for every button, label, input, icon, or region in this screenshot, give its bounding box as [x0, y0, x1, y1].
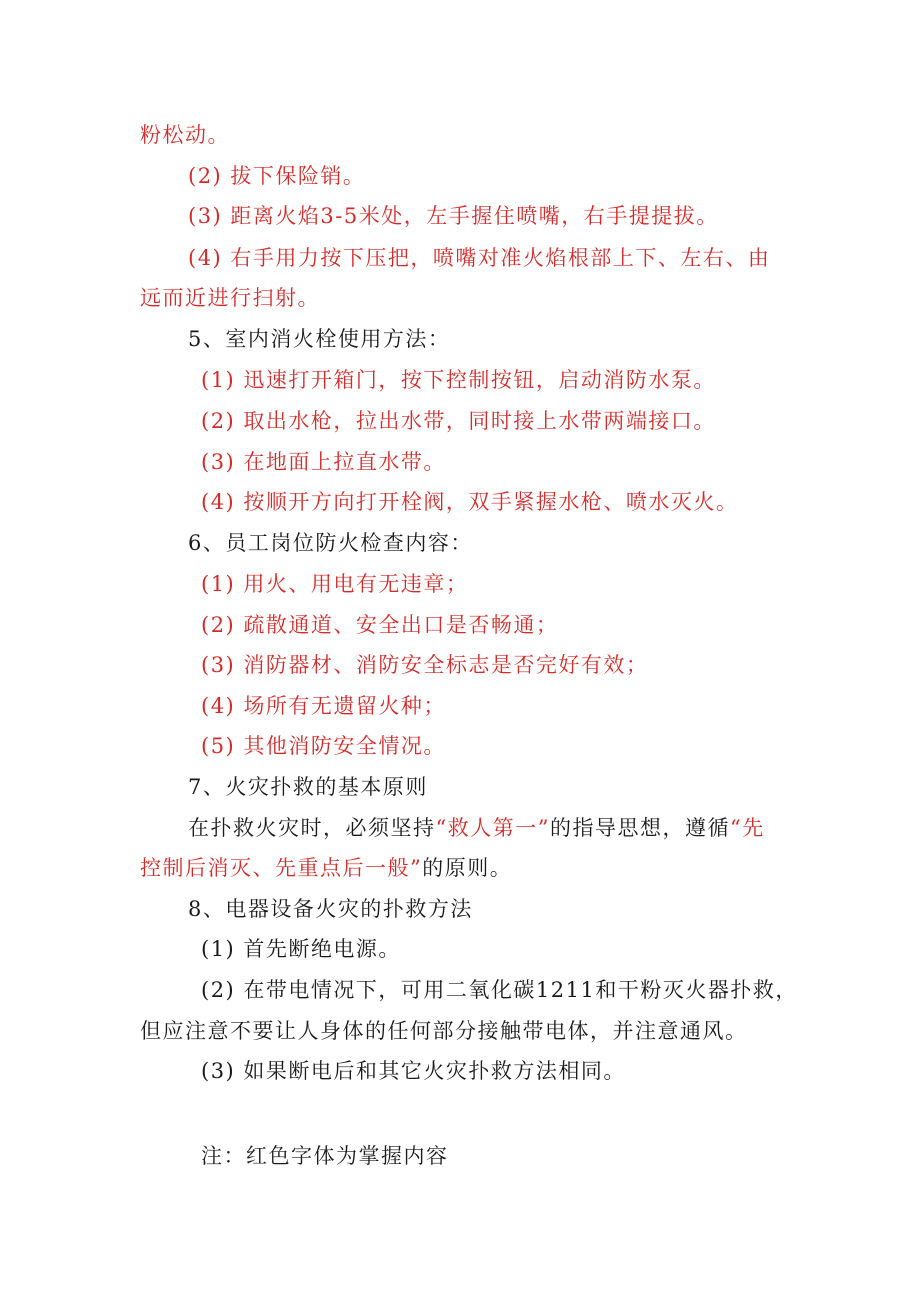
- text-line: (2) 拔下保险销。: [188, 164, 366, 188]
- text-line: (4) 右手用力按下压把，喷嘴对准火焰根部上下、左右、由: [188, 246, 771, 270]
- text-line: (4) 按顺开方向打开栓阀，双手紧握水枪、喷水灭火。: [201, 490, 739, 514]
- text-line: (5) 其他消防安全情况。: [201, 734, 446, 758]
- section-heading: 6、员工岗位防火检查内容：: [188, 531, 473, 555]
- text-line: (2) 取出水枪，拉出水带，同时接上水带两端接口。: [201, 409, 716, 433]
- text-line: 远而近进行扫射。: [140, 286, 320, 310]
- text-line: (1) 迅速打开箱门，按下控制按钮，启动消防水泵。: [201, 368, 716, 392]
- text-line: 但应注意不要让人身体的任何部分接触带电体，并注意通风。: [140, 1019, 748, 1043]
- section-heading: 8、电器设备火灾的扑救方法: [188, 897, 473, 921]
- text-span: 的原则。: [422, 856, 513, 880]
- text-span: “救人第一”: [435, 816, 550, 840]
- text-span: 在扑救火灾时，必须坚持: [188, 816, 436, 840]
- text-line: (1) 首先断绝电源。: [201, 937, 401, 961]
- text-line: (4) 场所有无遗留火种；: [201, 694, 446, 718]
- text-line: (2) 疏散通道、安全出口是否畅通；: [201, 613, 559, 637]
- note-text: 注：红色字体为掌握内容: [201, 1144, 449, 1168]
- text-line: 粉松动。: [140, 123, 230, 147]
- text-line: (3) 如果断电后和其它火灾扑救方法相同。: [201, 1059, 626, 1083]
- section-heading: 7、火灾扑救的基本原则: [188, 775, 428, 799]
- text-line: (3) 消防器材、消防安全标志是否完好有效；: [201, 653, 649, 677]
- text-line: (3) 在地面上拉直水带。: [201, 450, 446, 474]
- text-line: (1) 用火、用电有无违章；: [201, 572, 469, 596]
- text-line: (2) 在带电情况下，可用二氧化碳1211和干粉灭火器扑救，: [201, 978, 798, 1002]
- text-span: 控制后消灭、先重点后一般”: [140, 856, 423, 880]
- principle-line-2: [140, 852, 512, 884]
- text-span: 的指导思想，遵循: [549, 816, 730, 840]
- principle-line-1: [188, 812, 765, 844]
- section-heading: 5、室内消火栓使用方法：: [188, 327, 451, 351]
- text-span: “先: [729, 816, 765, 840]
- text-line: (3) 距离火焰3-5米处，左手握住喷嘴，右手提提拔。: [188, 204, 719, 228]
